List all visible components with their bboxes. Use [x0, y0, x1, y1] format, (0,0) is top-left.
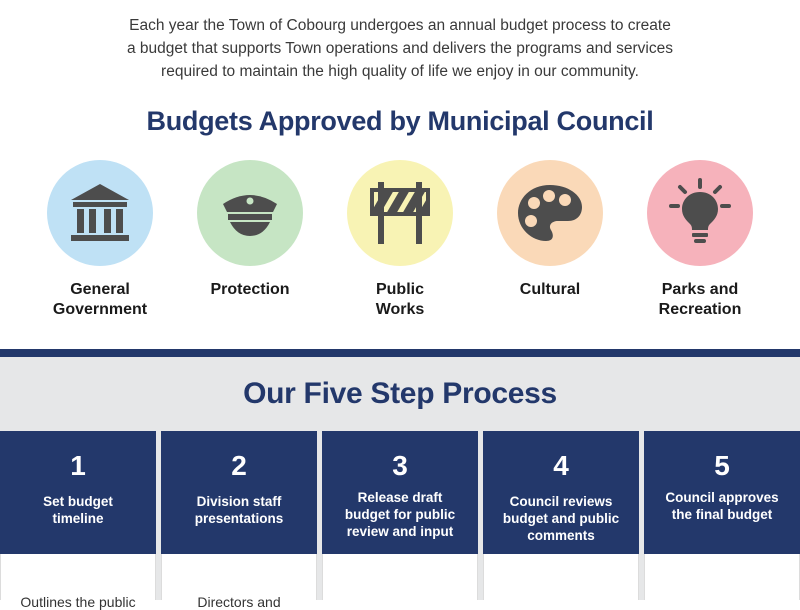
step-card-4 [483, 431, 639, 600]
section-divider [0, 349, 800, 357]
step-title-line: comments [527, 528, 595, 543]
category-label: Works [375, 301, 425, 318]
step-description: Directors and [197, 594, 281, 610]
step-number: 3 [392, 450, 408, 481]
step-card-5 [644, 431, 800, 600]
category-label: General [70, 281, 130, 298]
step-title-line: Council approves [665, 490, 779, 505]
category-public-works [325, 160, 475, 320]
step-title-line: the final budget [671, 507, 773, 522]
step-title-line: budget for public [344, 507, 456, 522]
step-card-2 [161, 431, 317, 610]
intro-line: Each year the Town of Cobourg undergoes an annual budget process to create [129, 17, 671, 34]
step-card-1 [0, 431, 156, 610]
category-circle [647, 160, 753, 266]
approved-budgets-heading: Budgets Approved by Municipal Council [146, 106, 654, 136]
process-steps [0, 431, 800, 610]
category-label: Parks and [661, 281, 739, 298]
intro-line: required to maintain the high quality of life we enjoy in our community. [161, 63, 639, 80]
process-heading: Our Five Step Process [243, 377, 557, 410]
police-cap-icon [219, 188, 281, 238]
step-title-line: Release draft [357, 490, 443, 505]
category-cultural [475, 160, 625, 300]
step-title-line: Division staff [196, 494, 282, 509]
intro-paragraph [0, 14, 800, 83]
step-title-line: review and input [346, 524, 454, 539]
step-number: 5 [714, 450, 730, 481]
lightbulb-icon [667, 178, 733, 248]
step-card-3 [322, 431, 478, 600]
category-circle [197, 160, 303, 266]
category-label: Public [375, 281, 424, 298]
category-circle [347, 160, 453, 266]
category-label: Protection [210, 281, 290, 298]
step-number: 2 [231, 450, 247, 481]
paint-palette-icon [516, 183, 584, 243]
category-parks-recreation [625, 160, 775, 320]
category-protection [175, 160, 325, 300]
step-title-line: presentations [194, 511, 284, 526]
category-circle [47, 160, 153, 266]
road-barrier-icon [366, 180, 434, 246]
government-building-icon [67, 182, 133, 244]
intro-line: a budget that supports Town operations and delivers the programs and services [127, 40, 673, 57]
category-general-government [25, 160, 175, 320]
budget-categories [0, 160, 800, 330]
category-label: Cultural [519, 281, 581, 298]
category-circle [497, 160, 603, 266]
step-title-line: Council reviews [509, 494, 613, 509]
step-title-line: budget and public [502, 511, 620, 526]
step-title-line: timeline [52, 511, 104, 526]
step-description: Outlines the public [20, 594, 136, 610]
category-label: Government [52, 301, 148, 318]
category-label: Recreation [658, 301, 742, 318]
step-number: 4 [553, 450, 569, 481]
step-title-line: Set budget [43, 494, 113, 509]
step-number: 1 [70, 450, 86, 481]
